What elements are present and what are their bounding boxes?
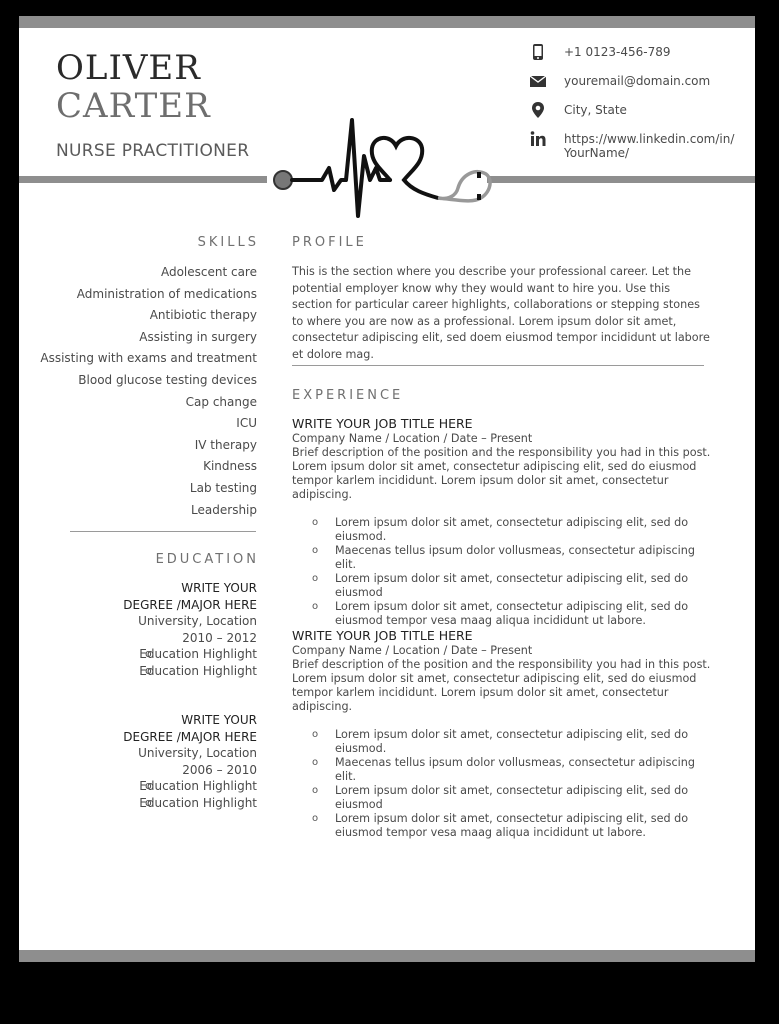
job-bullets [292, 516, 712, 628]
education-highlight: o Education Highlight [27, 663, 257, 680]
phone-icon [529, 43, 547, 61]
top-accent-bar [19, 16, 755, 28]
profile-heading: PROFILE [292, 235, 367, 250]
skill-item: Kindness [203, 459, 257, 474]
linkedin-icon [529, 130, 547, 148]
job-entry [292, 628, 712, 840]
job-company: Company Name / Location / Date – Present [292, 432, 533, 445]
heartbeat-stethoscope-icon [262, 116, 492, 224]
skill-item: Blood glucose testing devices [78, 372, 257, 387]
skills-list [27, 264, 257, 523]
job-bullet: o Lorem ipsum dolor sit amet, consectetur adipiscing elit, sed do eiusmod [335, 784, 712, 812]
experience-heading: EXPERIENCE [292, 388, 404, 403]
school-location: University, Location [138, 614, 257, 628]
job-bullets [292, 728, 712, 840]
bottom-accent-bar [19, 950, 755, 962]
skill-item: Cap change [185, 394, 257, 409]
job-title-heading: WRITE YOUR JOB TITLE HERE [292, 416, 473, 431]
job-bullet: o Lorem ipsum dolor sit amet, consectetur adipiscing elit, sed do eiusmod. [335, 516, 712, 544]
education-entry [27, 580, 257, 679]
email-icon [529, 72, 547, 90]
skill-item: Lab testing [189, 480, 257, 495]
job-bullet: o Lorem ipsum dolor sit amet, consectetur adipiscing elit, sed do eiusmod tempor vesa maag aliqua incididunt ut labore. [335, 812, 712, 840]
job-company: Company Name / Location / Date – Present [292, 644, 533, 657]
skills-heading: SKILLS [197, 235, 259, 250]
job-bullet: o Lorem ipsum dolor sit amet, consectetur adipiscing elit, sed do eiusmod [335, 572, 712, 600]
last-name: CARTER [56, 86, 211, 126]
skill-item: Adolescent care [160, 265, 257, 279]
skill-item: Assisting in surgery [139, 329, 257, 344]
skills-divider [70, 531, 256, 532]
education-heading: EDUCATION [155, 552, 259, 567]
skill-item: ICU [236, 416, 257, 431]
degree-line: WRITE YOUR [181, 713, 257, 727]
header-divider-left [19, 176, 267, 183]
job-description: Brief description of the position and the responsibility you had in this post. Lorem ipsum dolor sit amet, consectetur adipiscing elit, sed do eiusmod tempor karlem incididunt. Lorem ipsum dolor sit amet, consectetur adipiscing. [292, 658, 711, 713]
resume-page [19, 16, 755, 962]
location-text: City, State [564, 103, 627, 117]
first-name: OLIVER [56, 48, 201, 88]
education-highlight: o Education Highlight [27, 778, 257, 795]
email-text[interactable]: youremail@domain.com [564, 74, 711, 88]
education-highlight: o Education Highlight [27, 646, 257, 663]
skill-item: Assisting with exams and treatment [40, 351, 257, 366]
degree-line: DEGREE /MAJOR HERE [123, 597, 257, 612]
job-bullet: o Lorem ipsum dolor sit amet, consectetur adipiscing elit, sed do eiusmod. [335, 728, 712, 756]
education-years: 2006 – 2010 [182, 762, 257, 777]
job-bullet: o Lorem ipsum dolor sit amet, consectetur adipiscing elit, sed do eiusmod tempor vesa maag aliqua incididunt ut labore. [335, 600, 712, 628]
education-years: 2010 – 2012 [182, 630, 257, 645]
linkedin-text[interactable]: https://www.linkedin.com/in/ YourName/ [564, 132, 735, 160]
phone-text[interactable]: +1 0123-456-789 [564, 45, 671, 59]
job-bullet: o Maecenas tellus ipsum dolor vollusmeas, consectetur adipiscing elit. [335, 544, 712, 572]
job-entry [292, 416, 712, 628]
degree-line: DEGREE /MAJOR HERE [123, 729, 257, 744]
education-entry [27, 712, 257, 811]
education-highlight: o Education Highlight [27, 795, 257, 812]
job-bullet: o Maecenas tellus ipsum dolor vollusmeas, consectetur adipiscing elit. [335, 756, 712, 784]
profile-text: This is the section where you describe your professional career. Let the potential employer know why they would want to hire you. Use this section for particular career highlights, collaborations or stepping stones to where you are now as a professional. Lorem ipsum dolor sit amet, consectetur adipiscing elit, sed doem eiusmod tempor incididunt ut labore et dolore mag. [292, 265, 710, 361]
header-divider-right [487, 176, 755, 183]
location-pin-icon [529, 101, 547, 119]
job-title: NURSE PRACTITIONER [56, 141, 250, 161]
skill-item: Antibiotic therapy [149, 308, 257, 323]
job-title-heading: WRITE YOUR JOB TITLE HERE [292, 628, 473, 643]
job-description: Brief description of the position and the responsibility you had in this post. Lorem ipsum dolor sit amet, consectetur adipiscing elit, sed do eiusmod tempor karlem incididunt. Lorem ipsum dolor sit amet, consectetur adipiscing. [292, 446, 711, 501]
degree-line: WRITE YOUR [181, 581, 257, 595]
profile-divider [292, 365, 704, 366]
skill-item: IV therapy [194, 437, 257, 452]
skill-item: Leadership [191, 502, 257, 517]
school-location: University, Location [138, 746, 257, 760]
skill-item: Administration of medications [76, 286, 257, 301]
